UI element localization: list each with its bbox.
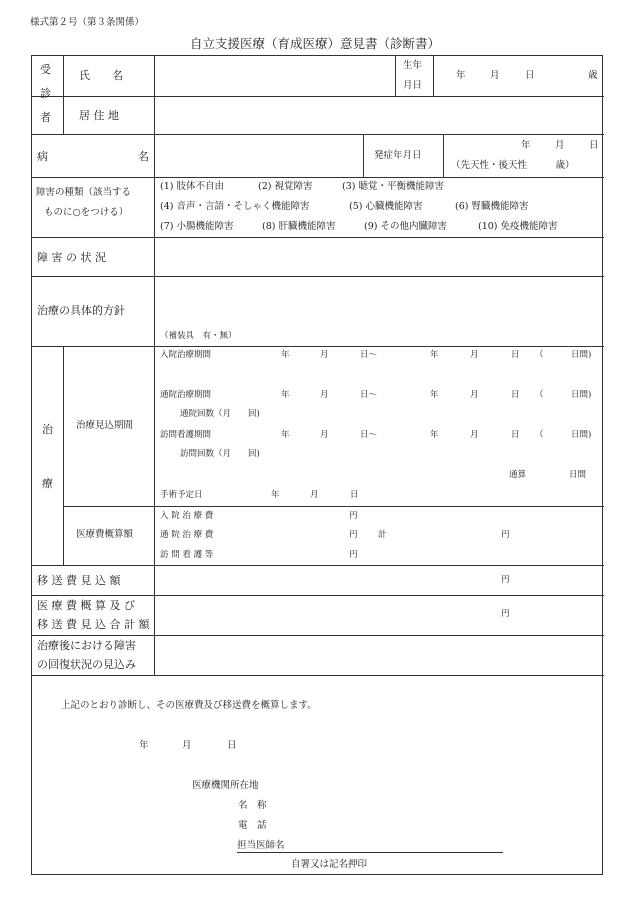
inpatient-from-year: 年 <box>281 350 290 360</box>
outpatient-to-day: 日 <box>511 390 520 400</box>
page-title: 自立支援医療（育成医療）意見書（診断書） <box>189 36 440 51</box>
treatment-plan-label: 治療の具体的方針 <box>37 304 125 317</box>
visiting-count: 訪問回数（月 回) <box>180 449 260 459</box>
birth-month: 月 <box>490 70 500 81</box>
option-1: (1) 肢体不自由 <box>160 181 224 192</box>
birth-year: 年 <box>456 70 466 81</box>
birth-label-1: 生年 <box>403 60 423 71</box>
option-4: (4) 音声・言語・そしゃく機能障害 <box>160 201 310 212</box>
onset-day: 日 <box>589 140 599 151</box>
transport-yen: 円 <box>501 575 510 585</box>
option-5: (5) 心臓機能障害 <box>349 201 423 212</box>
onset-year: 年 <box>521 140 531 151</box>
form-frame <box>31 55 603 875</box>
institution-name-label: 名 称 <box>238 800 267 811</box>
option-8: (8) 肝臓機能障害 <box>262 221 336 232</box>
outpatient-days-close: 日間) <box>571 390 592 400</box>
birth-label-2: 月日 <box>403 80 423 91</box>
cost-total-yen: 円 <box>501 530 510 540</box>
disease-label-1: 病 <box>37 150 48 163</box>
visiting-label: 訪問看護期間 <box>160 430 212 440</box>
surgery-month: 月 <box>310 490 319 500</box>
signature-line[interactable] <box>237 852 503 853</box>
outpatient-to-year: 年 <box>430 390 439 400</box>
cost-inpatient-label: 入 院 治 療 費 <box>160 511 214 521</box>
sign-day: 日 <box>227 740 237 751</box>
grand-total-label-2: 移 送 費 見 込 合 計 額 <box>37 618 150 631</box>
total-label: 通算 <box>509 470 527 480</box>
patient-label-3: 者 <box>40 111 51 124</box>
grand-total-yen: 円 <box>501 609 510 619</box>
inpatient-days-close: 日間) <box>571 350 592 360</box>
inpatient-label: 入院治療期間 <box>160 350 212 360</box>
option-6: (6) 腎臓機能障害 <box>455 201 529 212</box>
visiting-days-close: 日間) <box>571 430 592 440</box>
period-label: 治療見込期間 <box>76 420 134 431</box>
option-7: (7) 小腸機能障害 <box>160 221 234 232</box>
sign-month: 月 <box>182 740 192 751</box>
patient-label-1: 受 <box>40 63 51 76</box>
patient-label-2: 診 <box>40 87 51 100</box>
address-label: 居 住 地 <box>79 109 119 122</box>
outpatient-from-year: 年 <box>281 390 290 400</box>
treatment-label-1: 治 <box>42 423 53 436</box>
onset-note: （先天性・後天性 歳） <box>451 160 575 171</box>
option-10: (10) 免疫機能障害 <box>478 221 558 232</box>
outpatient-label: 通院治療期間 <box>160 390 212 400</box>
option-3: (3) 聴覚・平衡機能障害 <box>342 181 444 192</box>
onset-month: 月 <box>555 140 565 151</box>
surgery-year: 年 <box>271 490 280 500</box>
name-label: 氏 名 <box>79 69 123 82</box>
sign-year: 年 <box>139 740 149 751</box>
institution-address-label: 医療機関所在地 <box>192 780 259 791</box>
doctor-label: 担当医師名 <box>237 840 285 851</box>
inpatient-to-day: 日 <box>511 350 520 360</box>
treatment-label-2: 療 <box>42 477 53 490</box>
visiting-days-open: （ <box>535 430 544 440</box>
transport-label: 移 送 費 見 込 額 <box>37 574 121 587</box>
cost-outpatient-yen: 円 <box>349 530 358 540</box>
disability-type-label-1: 障害の種類（該当する <box>36 187 132 198</box>
signature-note: 自署又は記名押印 <box>291 859 368 870</box>
recovery-label-2: の回復状況の見込み <box>37 658 136 671</box>
birth-day: 日 <box>525 70 535 81</box>
age-suffix: 歳 <box>588 70 598 81</box>
inpatient-to-year: 年 <box>430 350 439 360</box>
cost-outpatient-label: 通 院 治 療 費 <box>160 530 214 540</box>
cost-label: 医療費概算額 <box>76 529 134 540</box>
visiting-from-day: 日～ <box>360 430 378 440</box>
statement: 上記のとおり診断し、その医療費及び移送費を概算します。 <box>61 700 317 711</box>
disability-status-label: 障 害 の 状 況 <box>37 251 106 264</box>
disability-type-label-2: ものに○をつける） <box>44 207 129 218</box>
visiting-from-year: 年 <box>281 430 290 440</box>
total-days: 日間 <box>569 470 587 480</box>
recovery-label-1: 治療後における障害 <box>37 639 136 652</box>
institution-phone-label: 電 話 <box>238 820 267 831</box>
visiting-to-month: 月 <box>470 430 479 440</box>
inpatient-from-day: 日～ <box>360 350 378 360</box>
outpatient-to-month: 月 <box>470 390 479 400</box>
cost-visiting-yen: 円 <box>349 550 358 560</box>
inpatient-days-open: （ <box>535 350 544 360</box>
inpatient-from-month: 月 <box>320 350 329 360</box>
outpatient-days-open: （ <box>535 390 544 400</box>
visiting-from-month: 月 <box>320 430 329 440</box>
cost-inpatient-yen: 円 <box>349 511 358 521</box>
option-9: (9) その他内臓障害 <box>364 221 447 232</box>
cost-visiting-label: 訪 問 看 護 等 <box>160 550 214 560</box>
cost-total-label: 計 <box>378 530 387 540</box>
disease-label-2: 名 <box>138 150 149 163</box>
visiting-to-day: 日 <box>511 430 520 440</box>
outpatient-from-day: 日～ <box>360 390 378 400</box>
outpatient-from-month: 月 <box>320 390 329 400</box>
outpatient-count: 通院回数（月 回) <box>180 409 260 419</box>
form-number: 様式第２号（第３条関係） <box>30 17 145 28</box>
visiting-to-year: 年 <box>430 430 439 440</box>
surgery-day: 日 <box>350 490 359 500</box>
option-2: (2) 視覚障害 <box>258 181 313 192</box>
aids-note: （補装具 有・無） <box>160 331 237 341</box>
onset-label: 発症年月日 <box>374 150 422 161</box>
inpatient-to-month: 月 <box>470 350 479 360</box>
grand-total-label-1: 医 療 費 概 算 及 び <box>37 599 135 612</box>
surgery-label: 手術予定日 <box>160 490 203 500</box>
